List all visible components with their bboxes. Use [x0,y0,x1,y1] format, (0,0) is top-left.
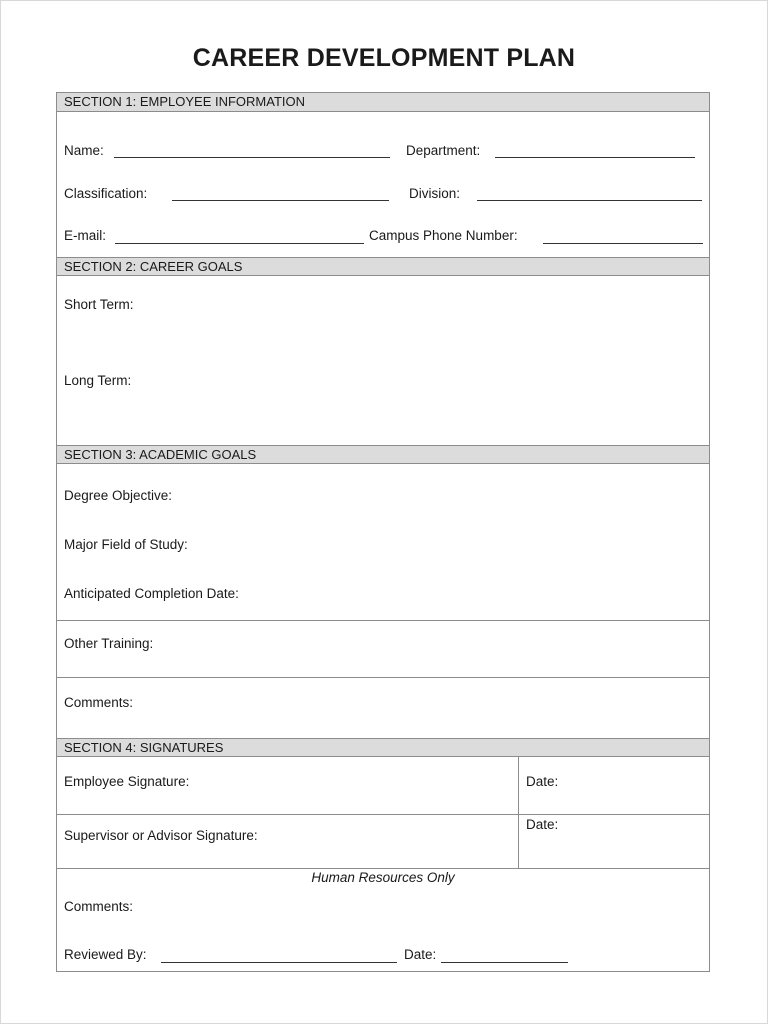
page-title: CAREER DEVELOPMENT PLAN [192,44,576,72]
section1-header: SECTION 1: EMPLOYEE INFORMATION [57,93,709,112]
supervisor-signature-label: Supervisor or Advisor Signature: [64,828,258,843]
employee-signature-label: Employee Signature: [64,774,190,789]
email-label: E-mail: [64,228,107,243]
other-training-label: Other Training: [64,636,154,651]
hr-date-label: Date: [404,947,437,962]
section3-header: SECTION 3: ACADEMIC GOALS [57,445,709,464]
career-plan-form [56,92,710,972]
hr-comments-label: Comments: [64,899,134,914]
name-field[interactable] [114,157,390,158]
classification-field[interactable] [172,200,389,201]
department-field[interactable] [495,157,695,158]
classification-label: Classification: [64,186,148,201]
reviewed-by-label: Reviewed By: [64,947,147,962]
employee-date-label: Date: [526,774,559,789]
long-term-label: Long Term: [64,373,132,388]
name-label: Name: [64,143,104,158]
major-field-label: Major Field of Study: [64,537,188,552]
hr-date-field[interactable] [441,962,568,963]
degree-objective-label: Degree Objective: [64,488,173,503]
hr-only-heading: Human Resources Only [311,870,455,885]
division-label: Division: [409,186,461,201]
divider [57,620,709,621]
short-term-label: Short Term: [64,297,134,312]
division-field[interactable] [477,200,702,201]
section4-header: SECTION 4: SIGNATURES [57,738,709,757]
divider [57,677,709,678]
campus-phone-label: Campus Phone Number: [369,228,518,243]
department-label: Department: [406,143,481,158]
supervisor-date-label: Date: [526,817,559,832]
comments-label: Comments: [64,695,134,710]
campus-phone-field[interactable] [543,243,703,244]
reviewed-by-field[interactable] [161,962,397,963]
divider [57,814,709,815]
section2-header: SECTION 2: CAREER GOALS [57,257,709,276]
email-field[interactable] [115,243,364,244]
completion-date-label: Anticipated Completion Date: [64,586,239,601]
date-column-divider [518,757,519,869]
divider [57,868,709,869]
